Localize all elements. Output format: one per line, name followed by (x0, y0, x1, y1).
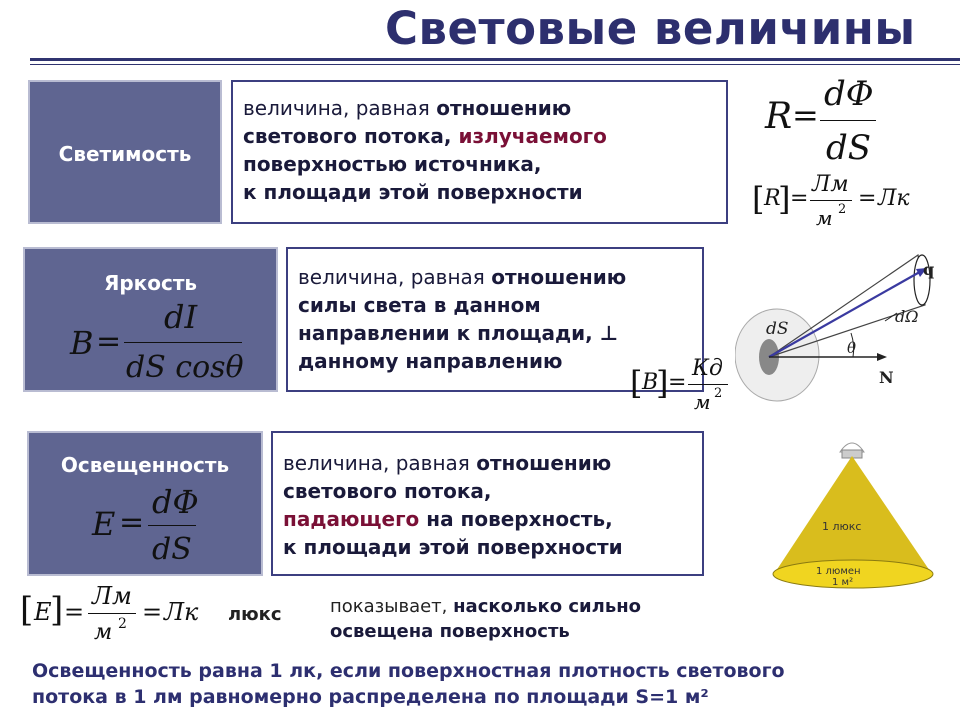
definition-text: на поверхность, (419, 507, 613, 531)
unit-quantity: B (642, 370, 659, 395)
label-1-lumen: 1 люмен (816, 566, 861, 577)
unit-num: Лм (812, 172, 849, 197)
unit-exp: 2 (838, 202, 847, 217)
unit-result: Лк (878, 186, 910, 211)
formula-bar (148, 525, 196, 526)
unit-eq2: = (142, 598, 163, 626)
formula-eq: = (96, 324, 122, 359)
definition-line: силы света в данном (298, 293, 541, 317)
unit-num: Кд (692, 356, 723, 381)
unit-bar (688, 384, 728, 385)
definition-line (283, 505, 692, 533)
unit-open-bracket: [ (752, 180, 765, 218)
unit-eq: = (668, 370, 687, 395)
definition-line: светового потока, (283, 479, 492, 503)
term-box-osveshchennost (27, 431, 263, 576)
unit-eq: = (790, 186, 809, 211)
lux-cone-svg (752, 432, 956, 604)
note-line (330, 594, 641, 619)
note-text (330, 594, 641, 644)
formula-num: dΦ (152, 483, 199, 521)
formula-den: dS (152, 532, 192, 567)
note-plain: показывает, (330, 596, 454, 617)
formula-den: dS cosθ (126, 350, 244, 385)
definition-line: к площади этой поверхности (283, 535, 623, 559)
unit-num: Лм (92, 582, 132, 610)
unit-bar (88, 613, 136, 614)
unit-den: м (94, 620, 113, 645)
definition-line: направлении к площади, ⊥ (298, 321, 618, 345)
unit-eq2: = (858, 186, 877, 211)
unit-open-bracket: [ (20, 590, 34, 630)
bottom-definition (32, 658, 785, 710)
unit-exp: 2 (118, 616, 127, 632)
unit-den: м (816, 206, 833, 230)
formula-bar (124, 342, 242, 343)
page-title: Световые величины (385, 2, 916, 55)
label-n: N (879, 368, 894, 387)
unit-close-bracket: ] (778, 180, 791, 218)
definition-line (243, 94, 716, 122)
bottom-line: потока в 1 лм равномерно распределена по площади S=1 м² (32, 686, 709, 708)
lux-cone-diagram (752, 432, 956, 604)
term-box-svetimost (28, 80, 222, 224)
label-ds: dS (766, 319, 789, 339)
definition-keyword: отношению (476, 451, 612, 475)
unit-open-bracket: [ (630, 364, 643, 402)
formula-eq: = (119, 505, 145, 540)
definition-text: величина, равная (283, 451, 477, 475)
label-q: q (923, 260, 935, 279)
unit-close-bracket: ] (656, 364, 669, 402)
definition-line (243, 122, 716, 150)
unit-close-bracket: ] (50, 590, 64, 630)
unit-result: Лк (164, 598, 199, 626)
definition-highlight: падающего (283, 507, 420, 531)
formula-lhs: E (92, 505, 116, 543)
formula-lhs: B (70, 324, 94, 362)
definition-keyword: отношению (491, 265, 627, 289)
unit-exp: 2 (714, 386, 723, 401)
label-theta: θ (847, 339, 857, 357)
solid-angle-diagram (735, 247, 939, 402)
definition-line: к площади этой поверхности (243, 180, 583, 204)
formula-num: dΦ (824, 74, 874, 114)
definition-box-osveshchennost (271, 431, 704, 576)
definition-line (283, 449, 692, 477)
note-bold: насколько сильно (453, 596, 642, 617)
note-line: освещена поверхность (330, 621, 570, 642)
title-divider (30, 58, 960, 61)
unit-eq: = (64, 598, 85, 626)
title-divider-thin (30, 64, 960, 65)
definition-box-svetimost (231, 80, 728, 224)
unit-quantity: E (34, 598, 52, 626)
definition-text: светового потока, (243, 124, 459, 148)
definition-text: величина, равная (298, 265, 492, 289)
formula-eq: = (792, 96, 819, 134)
formula-bar (820, 120, 876, 121)
term-label: Яркость (103, 271, 198, 295)
label-domega: dΩ (895, 307, 919, 326)
unit-den: м (694, 390, 711, 414)
formula-num: dI (164, 298, 198, 336)
formula-den: dS (826, 128, 872, 168)
term-label: Светимость (58, 142, 192, 166)
label-1-lux: 1 люкс (822, 520, 862, 533)
unit-quantity: R (764, 186, 781, 211)
unit-word-lux: люкс (228, 604, 282, 625)
unit-bar (810, 200, 852, 201)
bottom-line: Освещенность равна 1 лк, если поверхностная плотность светового (32, 660, 785, 682)
label-1-m2: 1 м² (832, 577, 854, 588)
definition-text: величина, равная (243, 96, 437, 120)
definition-line: поверхностью источника, (243, 152, 542, 176)
definition-line: данному направлению (298, 349, 563, 373)
definition-line (298, 263, 692, 291)
definition-highlight: излучаемого (458, 124, 607, 148)
formula-lhs: R (765, 96, 793, 137)
term-label: Освещенность (60, 453, 230, 477)
definition-keyword: отношению (436, 96, 572, 120)
